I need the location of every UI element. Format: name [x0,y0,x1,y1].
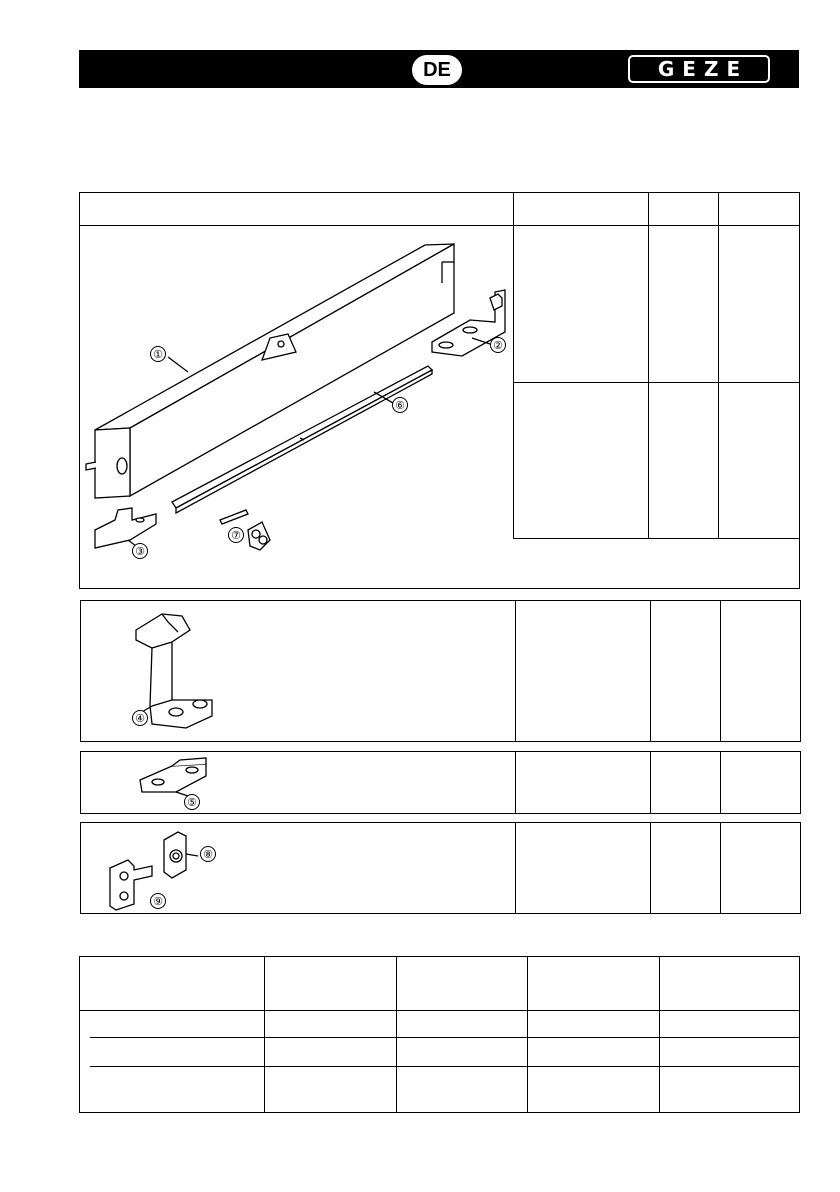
data-table-bottom [79,956,800,1113]
part-number-1: ① [150,346,166,362]
table-column-divider [396,956,397,1113]
table-row-divider [90,1037,800,1038]
table-column-divider [659,956,660,1113]
table-column-divider [264,956,265,1113]
brand-logo-text: GEZE [657,57,749,81]
table-column-divider [527,956,528,1113]
part-number-9: ⑨ [150,893,166,909]
part-number-8: ⑧ [200,846,216,862]
part-number-3: ③ [132,543,148,559]
language-badge: DE [412,55,462,85]
part-number-6: ⑥ [392,397,408,413]
table-row-divider [90,1066,800,1067]
part-number-4: ④ [132,710,148,726]
part-number-7: ⑦ [228,527,244,543]
table-row-divider [79,1010,800,1011]
part-number-5: ⑤ [184,794,200,810]
part-number-2: ② [490,337,506,353]
